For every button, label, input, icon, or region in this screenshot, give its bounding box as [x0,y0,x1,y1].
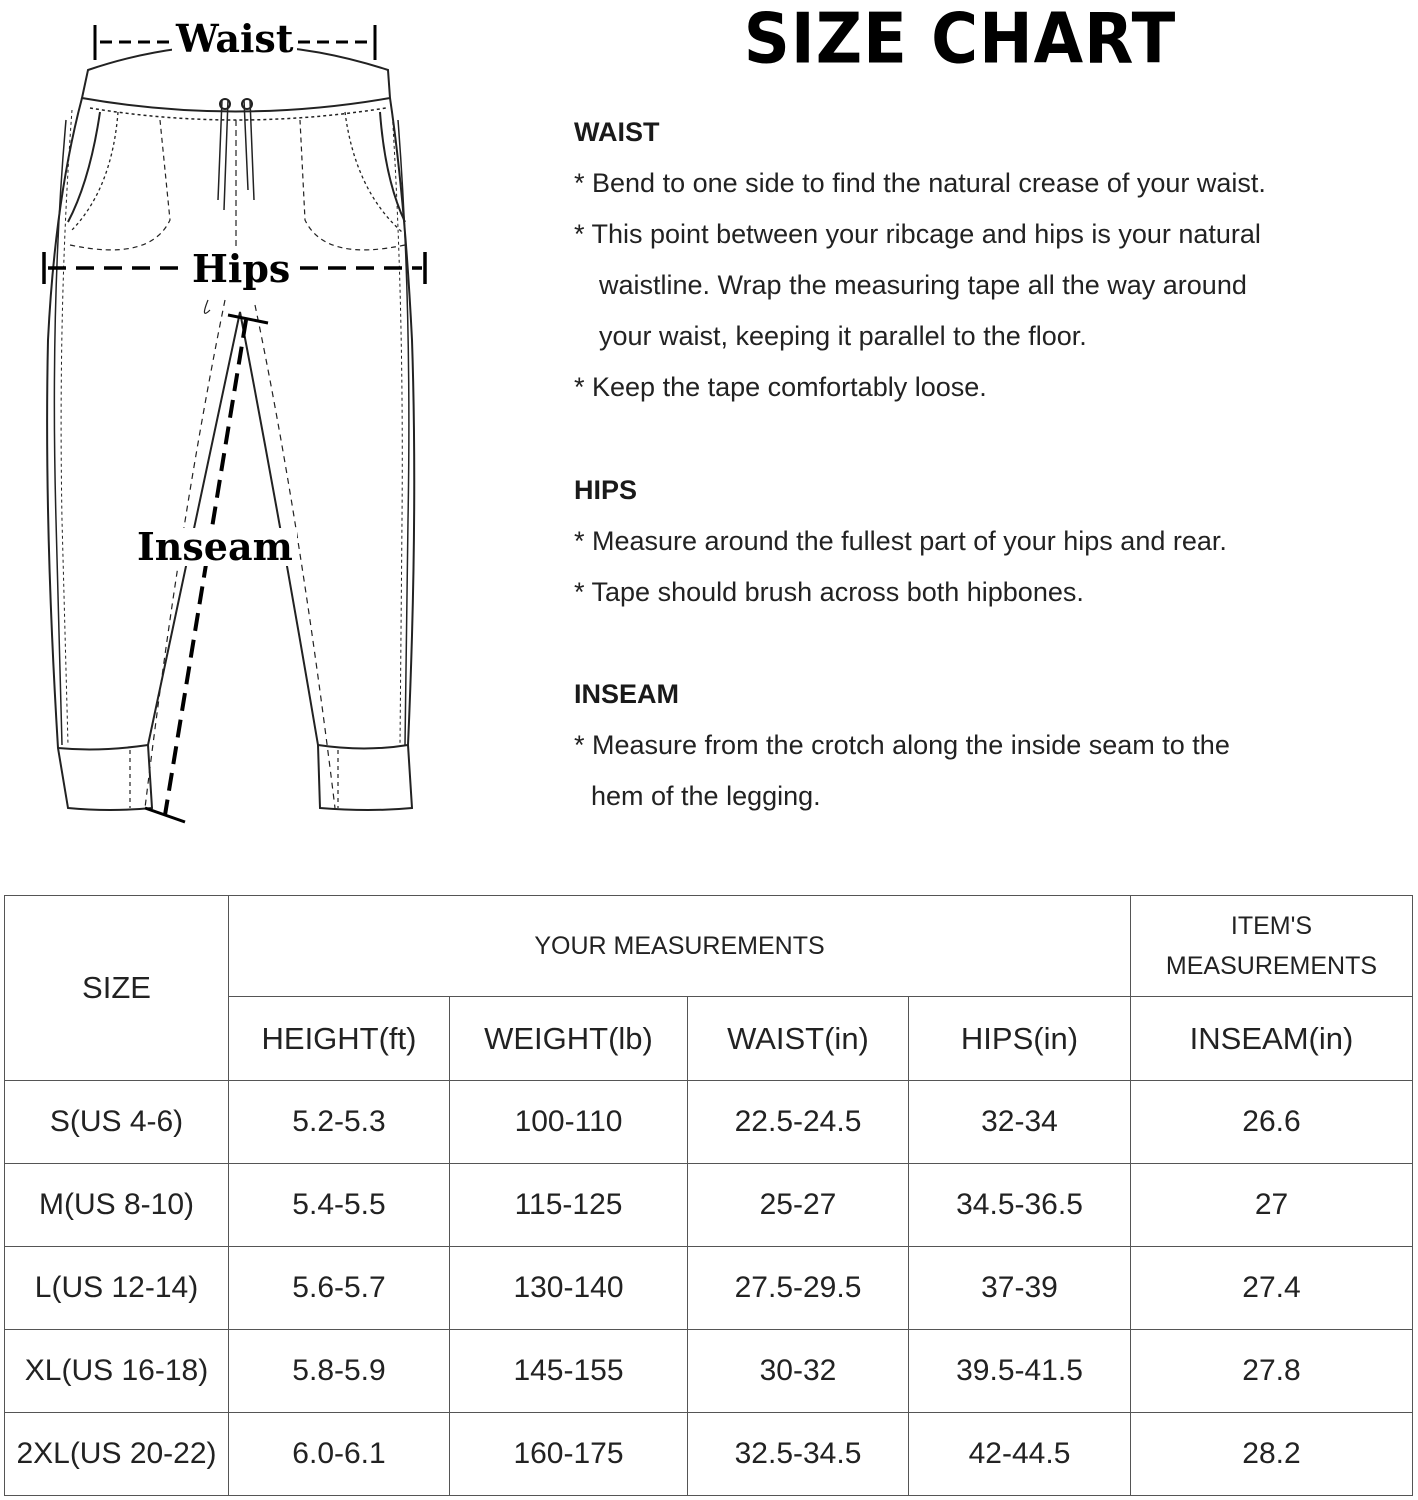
cell-hips: 37-39 [909,1247,1131,1330]
cell-height: 5.6-5.7 [229,1247,450,1330]
cell-waist: 22.5-24.5 [688,1081,909,1164]
table-row [5,1081,1413,1164]
cell-size: M(US 8-10) [5,1164,229,1247]
cell-hips: 32-34 [909,1081,1131,1164]
cell-size: L(US 12-14) [5,1247,229,1330]
size-table [4,895,1413,1496]
hips-line-2: * Tape should brush across both hipbones. [574,577,1084,607]
cell-inseam: 26.6 [1131,1081,1413,1164]
cell-inseam: 28.2 [1131,1413,1413,1496]
col-header-inseam: INSEAM(in) [1131,997,1413,1081]
cell-weight: 145-155 [450,1330,688,1413]
cell-inseam: 27.4 [1131,1247,1413,1330]
cell-hips: 39.5-41.5 [909,1330,1131,1413]
cell-weight: 130-140 [450,1247,688,1330]
cell-waist: 32.5-34.5 [688,1413,909,1496]
hips-line-1: * Measure around the fullest part of your hips and rear. [574,526,1227,556]
cell-waist: 30-32 [688,1330,909,1413]
table-row [5,1247,1413,1330]
table-row [5,1164,1413,1247]
cell-height: 5.2-5.3 [229,1081,450,1164]
page-title: SIZE CHART [743,0,1177,80]
waist-heading: WAIST [574,117,660,147]
cell-height: 6.0-6.1 [229,1413,450,1496]
waist-line-3: waistline. Wrap the measuring tape all the way around [599,270,1247,300]
table-row [5,1413,1413,1496]
cell-waist: 25-27 [688,1164,909,1247]
items-measurements-header [1131,896,1413,997]
pants-illustration [0,0,460,840]
waist-line-1: * Bend to one side to find the natural crease of your waist. [574,168,1266,198]
hips-heading: HIPS [574,475,638,505]
inseam-label: Inseam [133,528,297,566]
col-header-weight: WEIGHT(lb) [450,997,688,1081]
hips-label: Hips [188,250,294,288]
inseam-heading: INSEAM [574,679,680,709]
col-header-waist: WAIST(in) [688,997,909,1081]
cell-size: 2XL(US 20-22) [5,1413,229,1496]
table-group-header-row [5,896,1413,997]
cell-hips: 34.5-36.5 [909,1164,1131,1247]
waist-label: Waist [172,20,297,58]
inseam-line-1: * Measure from the crotch along the inside seam to the [574,730,1230,760]
cell-height: 5.8-5.9 [229,1330,450,1413]
cell-height: 5.4-5.5 [229,1164,450,1247]
cell-waist: 27.5-29.5 [688,1247,909,1330]
col-header-height: HEIGHT(ft) [229,997,450,1081]
items-measurements-line-2: MEASUREMENTS [1165,952,1378,980]
cell-inseam: 27.8 [1131,1330,1413,1413]
inseam-line-2: hem of the legging. [591,781,821,811]
table-row [5,1330,1413,1413]
waist-line-5: * Keep the tape comfortably loose. [574,372,987,402]
your-measurements-header: YOUR MEASUREMENTS [229,896,1131,997]
items-measurements-line-1: ITEM'S [1230,912,1313,940]
cell-weight: 100-110 [450,1081,688,1164]
cell-weight: 115-125 [450,1164,688,1247]
cell-hips: 42-44.5 [909,1413,1131,1496]
pants-diagram [0,0,460,840]
col-header-hips: HIPS(in) [909,997,1131,1081]
size-header: SIZE [5,896,229,1081]
cell-size: S(US 4-6) [5,1081,229,1164]
cell-size: XL(US 16-18) [5,1330,229,1413]
cell-weight: 160-175 [450,1413,688,1496]
waist-line-2: * This point between your ribcage and hips is your natural [574,219,1261,249]
waist-line-4: your waist, keeping it parallel to the floor. [599,321,1087,351]
cell-inseam: 27 [1131,1164,1413,1247]
